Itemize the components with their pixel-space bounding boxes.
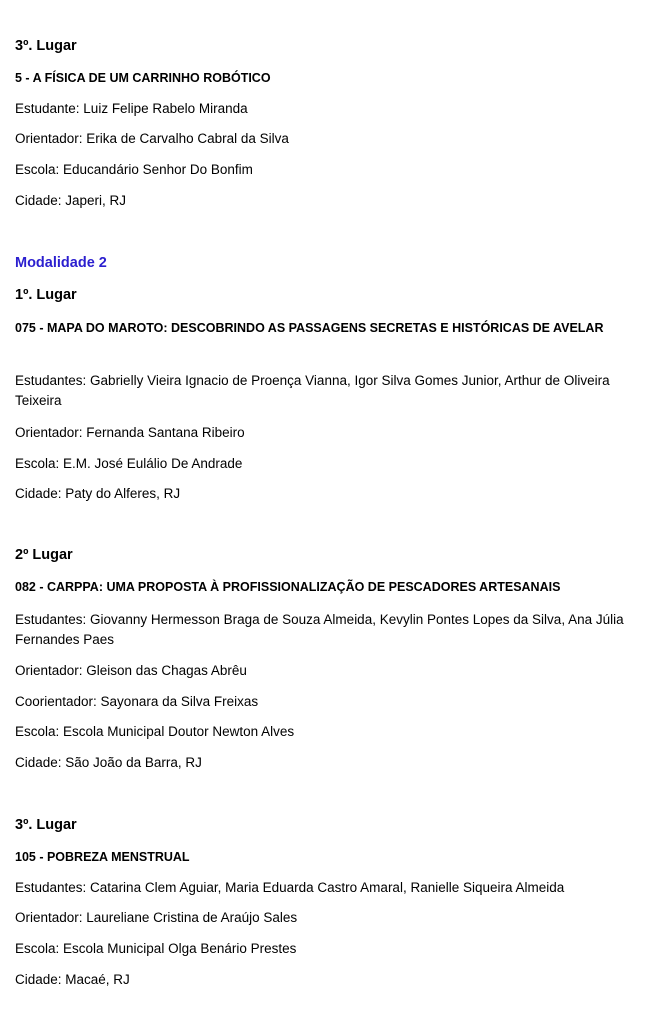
students-line: Estudantes: Gabrielly Vieira Ignacio de Proença Vianna, Igor Silva Gomes Junior, Arthur de Oliveira Teixeira bbox=[15, 373, 610, 408]
school-line: Escola: E.M. José Eulálio De Andrade bbox=[15, 456, 243, 471]
place-heading: 3º. Lugar bbox=[15, 38, 77, 54]
city-line: Cidade: São João da Barra, RJ bbox=[15, 755, 202, 770]
city-line: Cidade: Macaé, RJ bbox=[15, 972, 130, 987]
students-line: Estudantes: Catarina Clem Aguiar, Maria Eduarda Castro Amaral, Ranielle Siqueira Almeida bbox=[15, 880, 565, 895]
advisor-line: Orientador: Fernanda Santana Ribeiro bbox=[15, 425, 245, 440]
advisor-line: Orientador: Gleison das Chagas Abrêu bbox=[15, 663, 247, 678]
project-title: 082 - CARPPA: UMA PROPOSTA À PROFISSIONALIZAÇÃO DE PESCADORES ARTESANAIS bbox=[15, 580, 561, 594]
school-line: Escola: Escola Municipal Olga Benário Prestes bbox=[15, 941, 297, 956]
school-line: Escola: Escola Municipal Doutor Newton Alves bbox=[15, 724, 295, 739]
students-line: Estudantes: Giovanny Hermesson Braga de Souza Almeida, Kevylin Pontes Lopes da Silva, Ana Júlia Fernandes Paes bbox=[15, 612, 624, 647]
coadvisor-line: Coorientador: Sayonara da Silva Freixas bbox=[15, 694, 259, 709]
advisor-line: Orientador: Erika de Carvalho Cabral da Silva bbox=[15, 131, 289, 146]
project-title: 105 - POBREZA MENSTRUAL bbox=[15, 850, 190, 864]
place-heading: 3º. Lugar bbox=[15, 817, 77, 833]
project-title: 075 - MAPA DO MAROTO: DESCOBRINDO AS PASSAGENS SECRETAS E HISTÓRICAS DE AVELAR bbox=[15, 321, 604, 335]
place-heading: 1º. Lugar bbox=[15, 287, 77, 303]
modality-heading: Modalidade 2 bbox=[15, 255, 107, 271]
school-line: Escola: Educandário Senhor Do Bonfim bbox=[15, 162, 253, 177]
student-line: Estudante: Luiz Felipe Rabelo Miranda bbox=[15, 101, 248, 116]
city-line: Cidade: Japeri, RJ bbox=[15, 193, 127, 208]
place-heading: 2º Lugar bbox=[15, 547, 73, 563]
city-line: Cidade: Paty do Alferes, RJ bbox=[15, 486, 181, 501]
project-title: 5 - A FÍSICA DE UM CARRINHO ROBÓTICO bbox=[15, 71, 271, 85]
advisor-line: Orientador: Laureliane Cristina de Araújo Sales bbox=[15, 910, 298, 925]
